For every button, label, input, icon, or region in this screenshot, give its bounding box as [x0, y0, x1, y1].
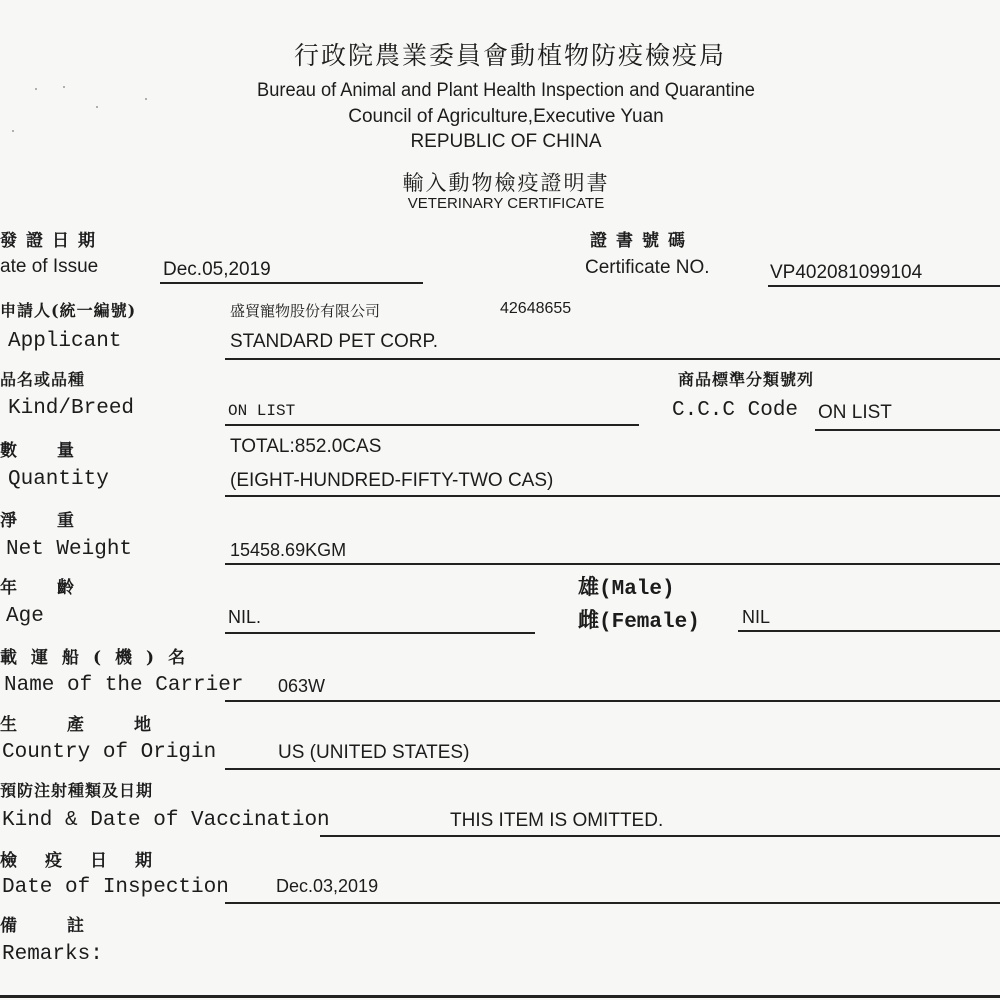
age-underline [225, 632, 535, 634]
agency-title-cn: 行政院農業委員會動植物防疫檢疫局 [293, 41, 726, 70]
council-title: Council of Agriculture,Executive Yuan [348, 106, 664, 127]
applicant-label-cn: 申請人(統一編號) [0, 301, 137, 320]
female-label: 雌(Female) [578, 611, 700, 634]
vaccination-underline [320, 835, 1000, 837]
vaccination-label: Kind & Date of Vaccination [2, 809, 330, 832]
document-title-en: VETERINARY CERTIFICATE [407, 195, 605, 212]
sex-underline [738, 630, 1000, 632]
kind-label: Kind/Breed [8, 397, 135, 420]
ccc-label-cn: 商品標準分類號列 [678, 370, 815, 389]
kind-underline [225, 424, 639, 426]
quantity-words: (EIGHT-HUNDRED-FIFTY-TWO CAS) [230, 470, 554, 491]
issue-date-label: ate of Issue [0, 256, 99, 277]
carrier-value: 063W [278, 676, 326, 696]
sex-value: NIL [742, 607, 771, 627]
issue-date-underline [160, 282, 423, 284]
origin-label: Country of Origin [2, 741, 217, 764]
age-label: Age [6, 605, 44, 628]
kind-value: ON LIST [228, 402, 296, 420]
quantity-label: Quantity [8, 468, 109, 491]
applicant-value: STANDARD PET CORP. [230, 331, 438, 352]
net-weight-label: Net Weight [6, 538, 133, 561]
vaccination-value: THIS ITEM IS OMITTED. [450, 810, 664, 831]
origin-underline [225, 768, 1000, 770]
certificate-label: Certificate NO. [585, 257, 710, 278]
ccc-underline [815, 429, 1000, 431]
quantity-label-cn: 數量 [0, 441, 114, 461]
issue-date-label-cn: 發證日期 [0, 231, 104, 251]
document-title-cn: 輸入動物檢疫證明書 [402, 171, 610, 195]
net-weight-value: 15458.69KGM [230, 540, 347, 560]
applicant-label: Applicant [8, 330, 122, 353]
origin-label-cn: 生產地 [0, 715, 201, 735]
certificate-underline [768, 285, 1000, 287]
remarks-label-cn: 備註 [0, 916, 134, 936]
ccc-value: ON LIST [818, 402, 892, 423]
applicant-name-cn: 盛貿寵物股份有限公司 [230, 302, 381, 320]
inspection-label: Date of Inspection [2, 876, 229, 899]
age-value: NIL. [228, 607, 262, 627]
agency-title-en: Bureau of Animal and Plant Health Inspection and Quarantine [257, 80, 755, 101]
carrier-label: Name of the Carrier [4, 674, 244, 697]
applicant-id: 42648655 [500, 300, 572, 317]
quantity-total: TOTAL:852.0CAS [230, 436, 382, 457]
quantity-underline [225, 495, 1000, 497]
origin-value: US (UNITED STATES) [278, 742, 470, 763]
certificate-label-cn: 證書號碼 [590, 231, 694, 251]
applicant-underline [225, 358, 1000, 360]
male-label: 雄(Male) [578, 578, 675, 601]
carrier-label-cn: 載運船(機)名 [0, 648, 200, 668]
vaccination-label-cn: 預防注射種類及日期 [0, 781, 154, 800]
remarks-label: Remarks: [2, 943, 103, 966]
country-title: REPUBLIC OF CHINA [410, 131, 602, 152]
carrier-underline [225, 700, 1000, 702]
age-label-cn: 年齡 [0, 578, 114, 598]
ccc-label: C.C.C Code [672, 399, 799, 422]
net-weight-label-cn: 淨重 [0, 511, 114, 531]
certificate-number: VP402081099104 [770, 262, 923, 283]
kind-label-cn: 品名或品種 [0, 370, 86, 389]
issue-date-value: Dec.05,2019 [163, 259, 271, 280]
net-weight-underline [225, 563, 1000, 565]
inspection-label-cn: 檢疫日期 [0, 851, 180, 871]
inspection-value: Dec.03,2019 [276, 876, 379, 896]
bottom-rule [0, 995, 1000, 998]
inspection-underline [225, 902, 1000, 904]
